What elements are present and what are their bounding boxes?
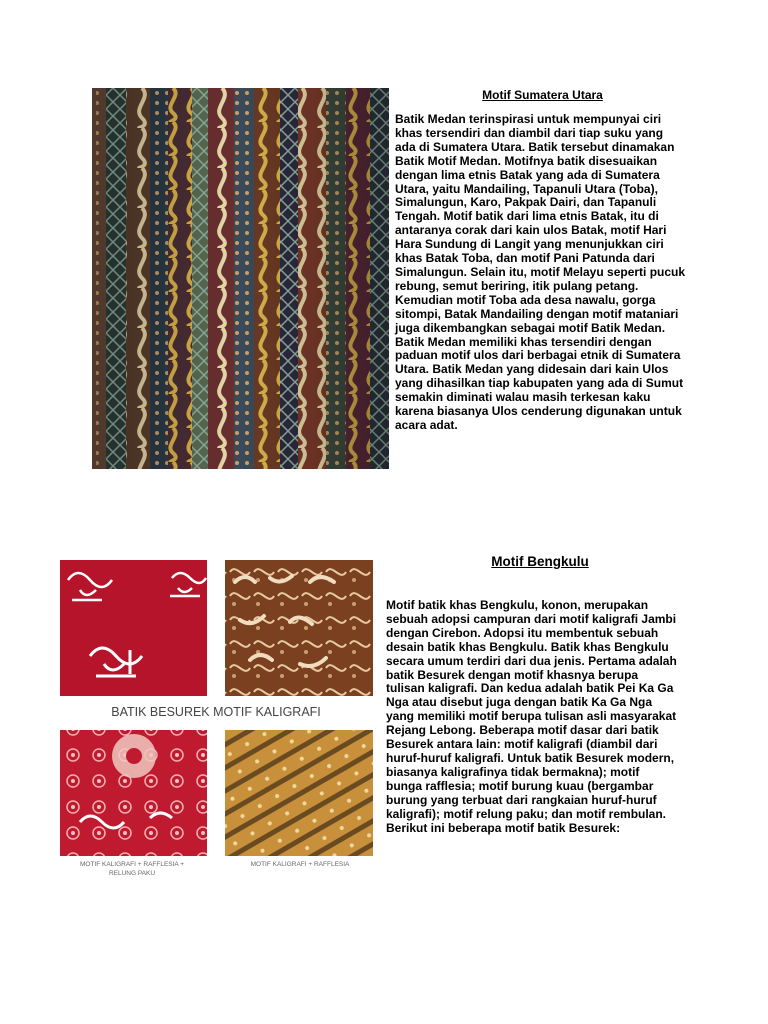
section-body-bengkulu <box>386 599 678 835</box>
batik-besurek-image <box>60 560 373 880</box>
caption-left-line2: RELUNG PAKU <box>108 870 156 877</box>
paragraph: Batik Medan terinspirasi untuk mempunyai ciri khas tersendiri dan diambil dari tiap suku yang ada di Sumatera Utara. Batik tersebut dinamakan Batik Motif Medan. Motifnya batik disesuaikan dengan lima etnis Batak yang ada di Sumatera Utara, yaitu Mandailing, Tapanuli Utara (Toba), Simalungun, Karo, Pakpak Dairi, dan Tapanuli Tengah. Motif batik dari lima etnis Batak, itu di antaranya corak dari kain ulos Batak, motif Hari Hara Sundung di Langit yang menunjukkan ciri khas Batak Toba, dan motif Pani Patunda dari Simalungun. Selain itu, motif Melayu seperti pucuk rebung, semut beriring, itik pulang petang. Kemudian motif Toba ada desa nawalu, gorga sitompi, Batak Mandailing dengan motif mataniari juga dikembangkan sebagai motif Batik Medan. <box>395 112 686 335</box>
paragraph: Motif batik khas Bengkulu, konon, merupakan sebuah adopsi campuran dari motif kaligrafi Jambi dengan Cirebon. Adopsi itu membentuk sebuah desain batik khas Bengkulu. Batik khas Bengkulu secara umum terdiri dari dua jenis. Pertama adalah batik Besurek dengan motif khasnya berupa tulisan kaligrafi. Dan kedua adalah batik Pei Ka Ga Nga atau disebut juga dengan batik Ka Ga Nga yang memiliki motif berupa tulisan asli masyarakat Rejang Lebong. Beberapa motif dasar dari batik Besurek antara lain: motif kaligrafi (diambil dari huruf-huruf kaligrafi. Untuk batik Besurek modern, biasanya kaligrafinya tidak bermakna); motif bunga rafflesia; motif burung kuau (bergambar burung yang terbuat dari rangkaian huruf-huruf kaligrafi); motif relung paku; dan motif rembulan. <box>386 598 677 821</box>
section-title-bengkulu: Motif Bengkulu <box>491 554 589 569</box>
caption-main: BATIK BESUREK MOTIF KALIGRAFI <box>111 705 321 719</box>
paragraph: Batik Medan memiliki khas tersendiri dengan paduan motif ulos dari berbagai etnik di Sumatera Utara. Batik Medan yang didesain dari kain Ulos yang dihasilkan tiap kabupaten yang ada di Sumut semakin diminati walau masih terkesan kaku karena biasanya Ulos cenderung digunakan untuk acara adat. <box>395 334 684 432</box>
caption-right: MOTIF KALIGRAFI + RAFFLESIA <box>250 861 350 868</box>
caption-left-line1: MOTIF KALIGRAFI + RAFFLESIA + <box>79 861 185 868</box>
section-title-sumatera-utara: Motif Sumatera Utara <box>482 88 603 102</box>
paragraph: Berikut ini beberapa motif batik Besurek: <box>386 820 621 835</box>
section-body-sumatera-utara <box>395 113 687 433</box>
batik-medan-image <box>92 88 389 469</box>
